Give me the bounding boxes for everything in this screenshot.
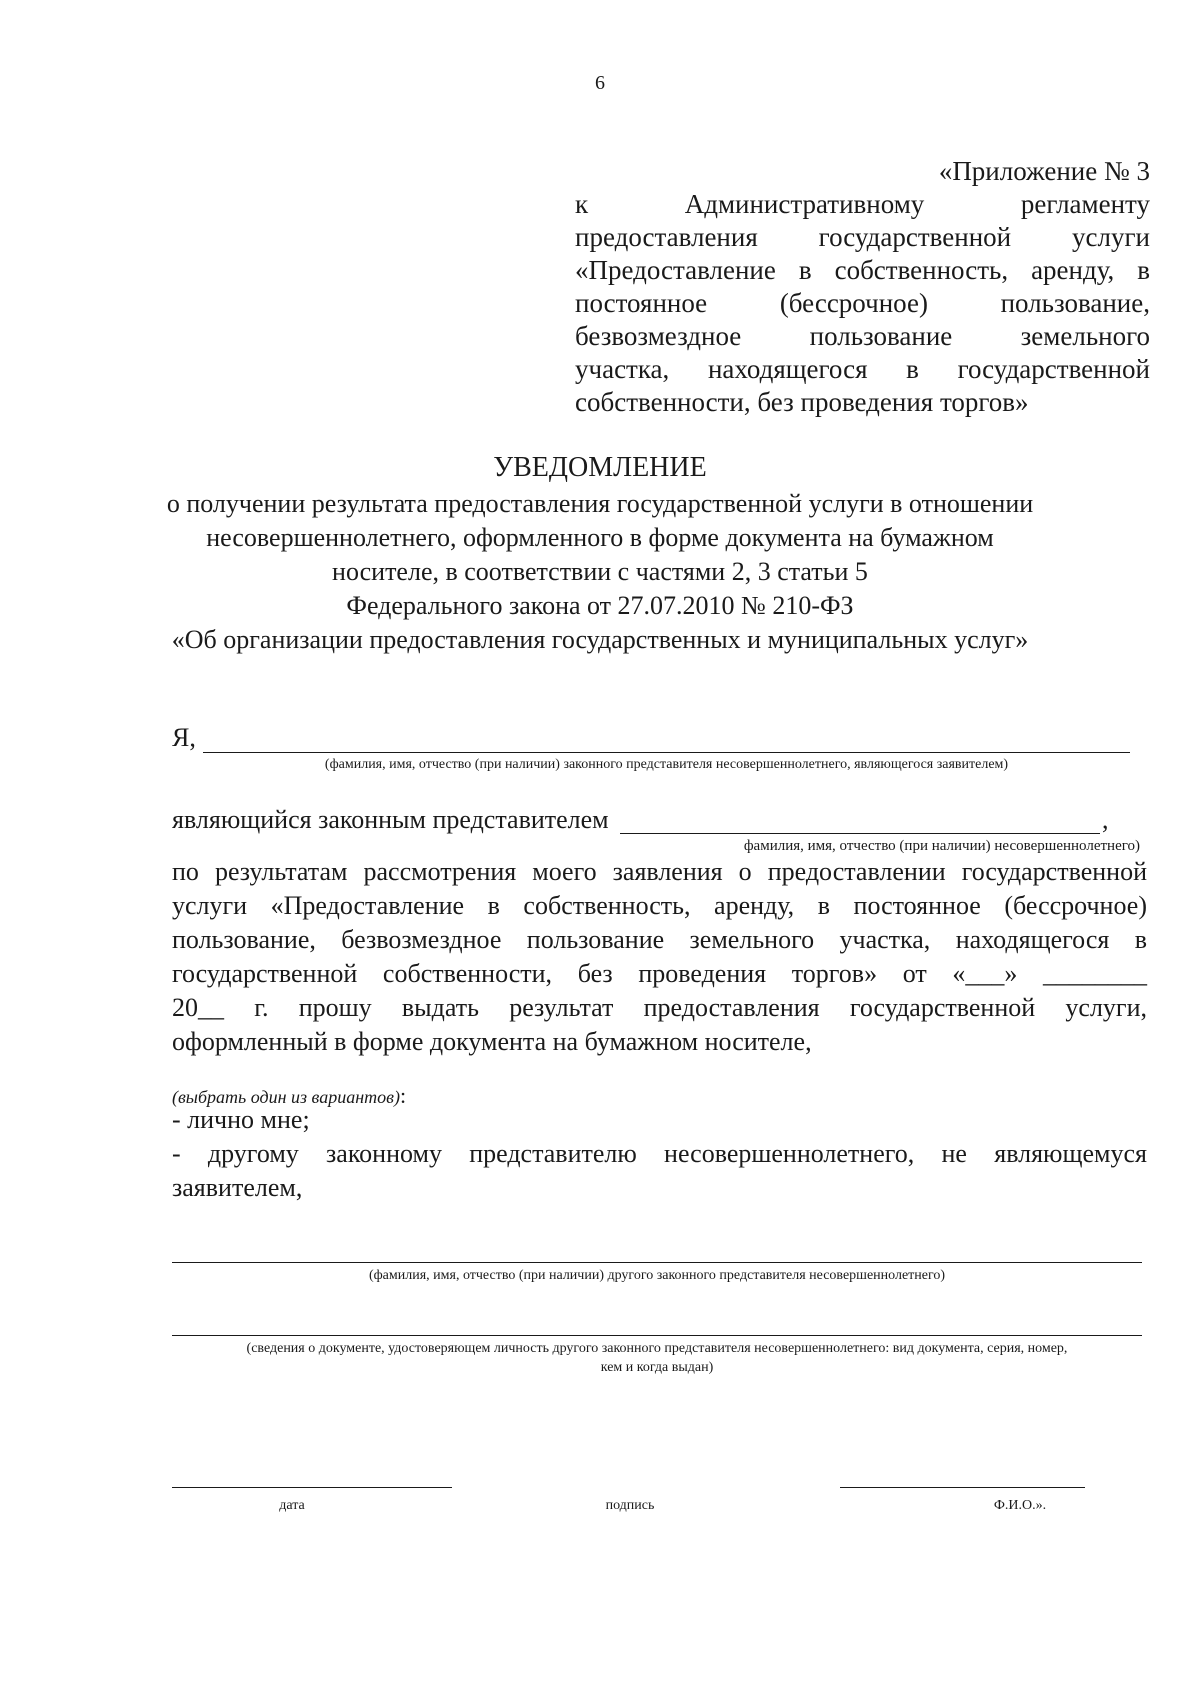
appendix-line: предоставления государственной услуги (575, 222, 1150, 252)
option-other-representative[interactable]: - другому законному представителю несовершеннолетнего, не являющемуся (172, 1139, 1147, 1168)
applicant-caption: (фамилия, имя, отчество (при наличии) законного представителя несовершеннолетнего, являющегося заявителем) (324, 757, 1009, 772)
appendix-line: постоянное (бессрочное) пользование, (575, 288, 1150, 318)
full-name-field[interactable] (840, 1487, 1085, 1488)
minor-caption: фамилия, имя, отчество (при наличии) несовершеннолетнего) (743, 838, 1140, 854)
full-name-caption: Ф.И.О.». (993, 1498, 1047, 1513)
document-title: УВЕДОМЛЕНИЕ (493, 452, 707, 483)
representative-label: являющийся законным представителем (172, 805, 609, 834)
paragraph-line: оформленный в форме документа на бумажном носителе, (172, 1027, 812, 1056)
delivery-options (172, 1103, 1147, 1205)
appendix-line: безвозмездное пользование земельного (575, 321, 1150, 351)
appendix-line: к Административному регламенту (575, 189, 1150, 219)
other-representative-name-field[interactable] (172, 1262, 1142, 1263)
minor-name-field[interactable] (620, 833, 1100, 834)
request-paragraph (172, 855, 1147, 1059)
paragraph-line: услуги «Предоставление в собственность, аренду, в постоянное (бессрочное) (172, 891, 1147, 920)
applicant-prefix: Я, (172, 723, 196, 752)
choose-note-text: (выбрать один из вариантов) (172, 1087, 400, 1107)
document-subtitle (120, 487, 1080, 657)
option-personally[interactable]: - лично мне; (172, 1105, 310, 1134)
date-caption: дата (279, 1498, 305, 1513)
applicant-name-field[interactable] (203, 752, 1130, 753)
paragraph-line: 20__ г. прошу выдать результат предоставления государственной услуги, (172, 993, 1147, 1022)
subtitle-line: несовершеннолетнего, оформленного в форме документа на бумажном (206, 523, 994, 552)
appendix-line: «Приложение № 3 (938, 156, 1150, 186)
appendix-header (575, 155, 1150, 419)
subtitle-line: о получении результата предоставления государственной услуги в отношении (166, 489, 1034, 518)
appendix-line: участка, находящегося в государственной (575, 354, 1150, 384)
paragraph-line: государственной собственности, без проведения торгов» от «___» ________ (172, 959, 1147, 988)
appendix-line: собственности, без проведения торгов» (575, 387, 1029, 417)
date-field[interactable] (172, 1487, 452, 1488)
appendix-line: «Предоставление в собственность, аренду, в (575, 255, 1150, 285)
choose-note-colon: : (400, 1083, 407, 1108)
identity-document-field[interactable] (172, 1335, 1142, 1336)
identity-document-caption-2: кем и когда выдан) (600, 1360, 714, 1375)
representative-comma: , (1102, 805, 1109, 834)
other-representative-caption: (фамилия, имя, отчество (при наличии) другого законного представителя несовершеннолетнего) (368, 1268, 946, 1283)
subtitle-line: «Об организации предоставления государственных и муниципальных услуг» (171, 625, 1029, 654)
paragraph-line: по результатам рассмотрения моего заявления о предоставлении государственной (172, 857, 1147, 886)
subtitle-line: носителе, в соответствии с частями 2, 3 статьи 5 (332, 557, 868, 586)
paragraph-line: пользование, безвозмездное пользование земельного участка, находящегося в (172, 925, 1147, 954)
signature-caption: подпись (605, 1498, 655, 1513)
identity-document-caption: (сведения о документе, удостоверяющем личность другого законного представителя несовершеннолетнего: вид документа, серия, номер, (246, 1341, 1068, 1356)
page-number: 6 (595, 72, 605, 94)
subtitle-line: Федерального закона от 27.07.2010 № 210-ФЗ (346, 591, 854, 620)
option-other-representative-cont: заявителем, (172, 1173, 303, 1202)
